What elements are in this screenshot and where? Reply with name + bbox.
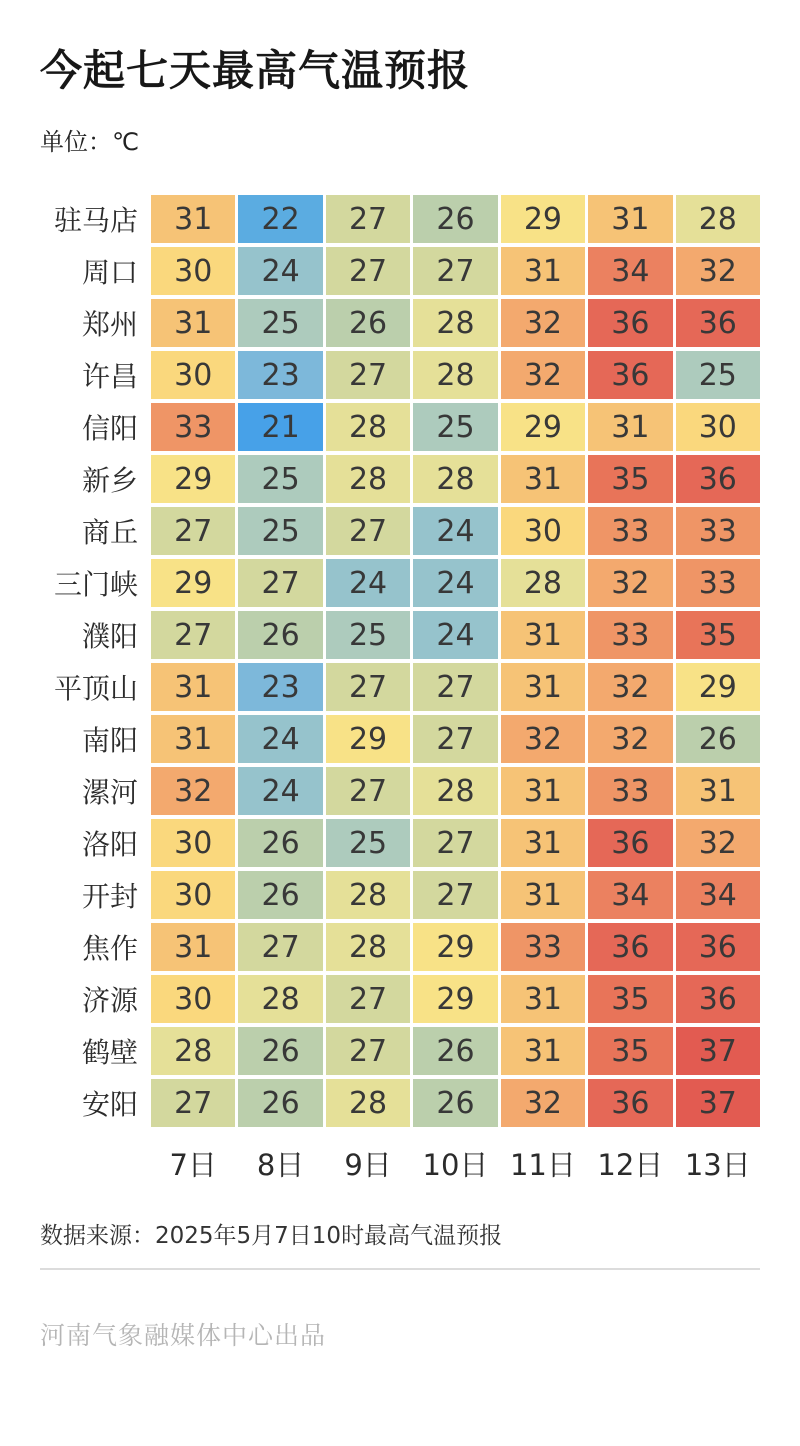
temp-cell: 28 (151, 1027, 235, 1075)
row-label-city: 驻马店 (53, 204, 138, 238)
temp-cell: 32 (501, 351, 585, 399)
temp-cell: 27 (326, 767, 410, 815)
temp-cell: 27 (413, 247, 497, 295)
temp-cell: 33 (501, 923, 585, 971)
temp-cell: 27 (151, 611, 235, 659)
temp-cell: 36 (588, 351, 672, 399)
temp-cell: 27 (413, 715, 497, 763)
temp-cell: 28 (413, 299, 497, 347)
temp-cell: 32 (588, 715, 672, 763)
row-label-city: 洛阳 (81, 828, 138, 862)
temp-cell: 30 (151, 351, 235, 399)
temp-cell: 27 (326, 663, 410, 711)
temp-cell: 31 (501, 975, 585, 1023)
temp-cell: 31 (151, 299, 235, 347)
temp-cell: 33 (151, 403, 235, 451)
temp-cell: 31 (151, 663, 235, 711)
temp-cell: 28 (326, 455, 410, 503)
temp-cell: 26 (238, 871, 322, 919)
temp-cell: 33 (588, 611, 672, 659)
temp-cell: 31 (501, 767, 585, 815)
temp-cell: 27 (326, 975, 410, 1023)
column-header-date: 11日 (509, 1147, 576, 1182)
row-label-city: 周口 (81, 256, 138, 290)
temp-cell: 32 (588, 559, 672, 607)
temp-cell: 27 (326, 1027, 410, 1075)
temp-cell: 28 (326, 923, 410, 971)
temp-cell: 25 (326, 819, 410, 867)
temp-cell: 25 (413, 403, 497, 451)
row-label-city: 新乡 (81, 464, 138, 498)
temp-cell: 27 (238, 559, 322, 607)
temp-cell: 36 (676, 299, 760, 347)
row-label-city: 开封 (81, 880, 138, 914)
row-label-city: 漯河 (81, 776, 138, 810)
temp-cell: 25 (676, 351, 760, 399)
temp-cell: 31 (676, 767, 760, 815)
temp-cell: 26 (238, 819, 322, 867)
temp-cell: 37 (676, 1079, 760, 1127)
column-header-date: 10日 (422, 1147, 489, 1182)
temp-cell: 22 (238, 195, 322, 243)
temp-cell: 24 (413, 507, 497, 555)
temp-cell: 29 (676, 663, 760, 711)
temp-cell: 27 (413, 819, 497, 867)
temp-cell: 35 (588, 1027, 672, 1075)
temp-cell: 30 (501, 507, 585, 555)
temp-cell: 33 (676, 507, 760, 555)
unit-label: 单位：℃ (40, 128, 139, 157)
column-header-date: 12日 (597, 1147, 664, 1182)
temp-cell: 29 (413, 975, 497, 1023)
temp-cell: 26 (238, 611, 322, 659)
temp-cell: 23 (238, 351, 322, 399)
column-header-date: 8日 (256, 1147, 305, 1182)
temp-cell: 26 (238, 1027, 322, 1075)
temp-cell: 32 (151, 767, 235, 815)
temp-cell: 31 (501, 1027, 585, 1075)
temp-cell: 31 (588, 195, 672, 243)
temp-cell: 32 (676, 247, 760, 295)
row-label-city: 南阳 (81, 724, 138, 758)
row-label-city: 许昌 (81, 360, 138, 394)
temp-cell: 29 (151, 559, 235, 607)
temp-cell: 36 (676, 923, 760, 971)
temp-cell: 28 (501, 559, 585, 607)
temp-cell: 35 (676, 611, 760, 659)
row-label-city: 郑州 (81, 308, 138, 342)
temp-cell: 23 (238, 663, 322, 711)
divider-line (40, 1268, 760, 1270)
temp-cell: 36 (588, 923, 672, 971)
row-label-city: 商丘 (81, 516, 138, 550)
temp-cell: 26 (413, 1079, 497, 1127)
temp-cell: 29 (326, 715, 410, 763)
temp-cell: 25 (326, 611, 410, 659)
temp-cell: 24 (238, 767, 322, 815)
temp-cell: 27 (413, 663, 497, 711)
temp-cell: 27 (326, 351, 410, 399)
temp-cell: 25 (238, 299, 322, 347)
temp-cell: 31 (151, 195, 235, 243)
temp-cell: 27 (326, 507, 410, 555)
temp-cell: 36 (588, 299, 672, 347)
row-label-city: 信阳 (81, 412, 138, 446)
temp-cell: 24 (238, 715, 322, 763)
temp-cell: 33 (676, 559, 760, 607)
temp-cell: 31 (501, 819, 585, 867)
row-label-city: 鹤壁 (81, 1036, 138, 1070)
page-title: 今起七天最高气温预报 (40, 46, 471, 95)
temp-cell: 31 (501, 455, 585, 503)
header-spacer (40, 1131, 148, 1181)
temp-cell: 28 (676, 195, 760, 243)
temp-cell: 32 (501, 715, 585, 763)
temp-cell: 31 (501, 871, 585, 919)
temp-cell: 28 (238, 975, 322, 1023)
temp-cell: 30 (151, 975, 235, 1023)
temp-cell: 35 (588, 455, 672, 503)
temp-cell: 21 (238, 403, 322, 451)
temp-cell: 24 (413, 559, 497, 607)
temp-cell: 32 (501, 1079, 585, 1127)
temp-cell: 30 (151, 819, 235, 867)
temperature-heatmap (40, 195, 760, 1181)
temp-cell: 25 (238, 507, 322, 555)
column-header-date: 13日 (684, 1147, 751, 1182)
temp-cell: 24 (238, 247, 322, 295)
row-label-city: 安阳 (81, 1088, 138, 1122)
temp-cell: 27 (238, 923, 322, 971)
temp-cell: 25 (238, 455, 322, 503)
temp-cell: 32 (588, 663, 672, 711)
temp-cell: 26 (413, 1027, 497, 1075)
temp-cell: 30 (151, 247, 235, 295)
temp-cell: 24 (326, 559, 410, 607)
temp-cell: 28 (326, 871, 410, 919)
temp-cell: 31 (151, 923, 235, 971)
temp-cell: 35 (588, 975, 672, 1023)
temp-cell: 33 (588, 767, 672, 815)
row-label-city: 三门峡 (53, 568, 138, 602)
temp-cell: 29 (501, 195, 585, 243)
temp-cell: 27 (326, 247, 410, 295)
temp-cell: 27 (151, 1079, 235, 1127)
temp-cell: 31 (588, 403, 672, 451)
temp-cell: 29 (413, 923, 497, 971)
temp-cell: 36 (588, 819, 672, 867)
weather-forecast-page (0, 46, 800, 1352)
temp-cell: 30 (151, 871, 235, 919)
temp-cell: 29 (151, 455, 235, 503)
row-label-city: 济源 (81, 984, 138, 1018)
temp-cell: 27 (413, 871, 497, 919)
temp-cell: 31 (501, 663, 585, 711)
temp-cell: 26 (326, 299, 410, 347)
temp-cell: 27 (326, 195, 410, 243)
temp-cell: 36 (676, 975, 760, 1023)
temp-cell: 36 (676, 455, 760, 503)
temp-cell: 28 (326, 1079, 410, 1127)
temp-cell: 30 (676, 403, 760, 451)
temp-cell: 36 (588, 1079, 672, 1127)
temp-cell: 37 (676, 1027, 760, 1075)
temp-cell: 34 (588, 871, 672, 919)
temp-cell: 28 (413, 455, 497, 503)
row-label-city: 焦作 (81, 932, 138, 966)
temp-cell: 28 (413, 767, 497, 815)
temp-cell: 32 (501, 299, 585, 347)
temp-cell: 34 (676, 871, 760, 919)
temp-cell: 34 (588, 247, 672, 295)
temp-cell: 31 (501, 611, 585, 659)
temp-cell: 32 (676, 819, 760, 867)
temp-cell: 31 (501, 247, 585, 295)
column-header-date: 9日 (344, 1147, 392, 1182)
producer-credit: 河南气象融媒体中心出品 (40, 1321, 327, 1351)
temp-cell: 31 (151, 715, 235, 763)
temp-cell: 28 (413, 351, 497, 399)
temp-cell: 26 (676, 715, 760, 763)
data-source-note: 数据来源：2025年5月7日10时最高气温预报 (40, 1223, 503, 1250)
temp-cell: 24 (413, 611, 497, 659)
temp-cell: 33 (588, 507, 672, 555)
temp-cell: 27 (151, 507, 235, 555)
temp-cell: 26 (413, 195, 497, 243)
temp-cell: 29 (501, 403, 585, 451)
temp-cell: 28 (326, 403, 410, 451)
temp-cell: 26 (238, 1079, 322, 1127)
row-label-city: 平顶山 (53, 672, 138, 706)
row-label-city: 濮阳 (81, 620, 138, 654)
column-header-date: 7日 (169, 1147, 217, 1182)
